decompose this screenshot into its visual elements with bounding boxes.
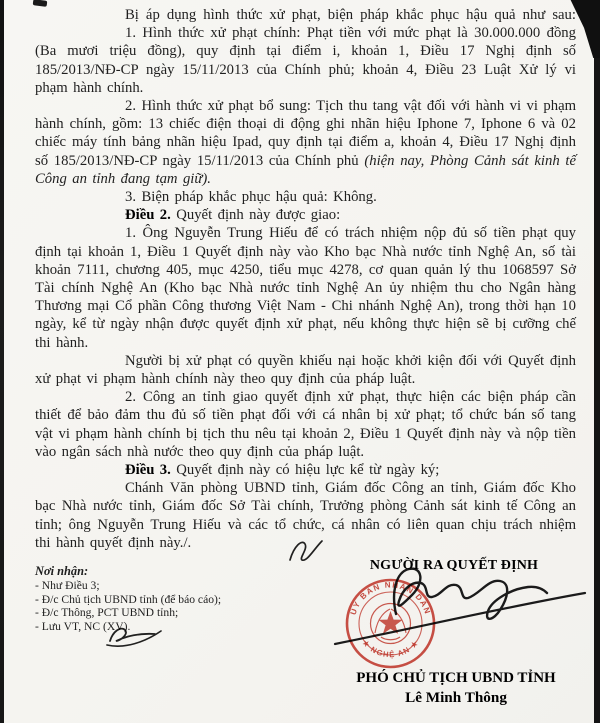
recipient-item: - Như Điều 3; bbox=[35, 579, 100, 593]
paragraph-text-italic: (hiện nay, Phòng Cảnh sát kinh tế Công an tỉnh đang tạm giữ). bbox=[35, 152, 576, 187]
article-2-label: Điều 2. bbox=[125, 207, 171, 224]
paragraph-additional-penalty bbox=[35, 97, 576, 188]
paragraph-remedial-measures: 3. Biện pháp khắc phục hậu quả: Không. bbox=[125, 189, 377, 206]
stamp-arc-bottom-text: ★ NGHỆ AN ★ bbox=[360, 638, 421, 660]
paragraph-payment-instructions: 1. Ông Nguyễn Trung Hiếu để có trách nhiệm nộp đủ số tiền phạt quy định tại khoản 1, Điều 1 Quyết định này vào Kho bạc Nhà nước tỉnh Nghệ An, số tài khoản 7111, chương 405, mục 4250, tiểu mục 4278, cơ quan quản lý thu 1068597 Sở Tài chính Nghệ An (Kho bạc Nhà nước tỉnh Nghệ An ủy nhiệm thu cho Ngân hàng Thương mại Cổ phần Công thương Việt Nam - Chi nhánh Nghệ An), trong thời hạn 10 ngày, kể từ ngày nhận được quyết định xử phạt, nếu không thực hiện sẽ bị cưỡng chế thi hành. bbox=[35, 225, 576, 351]
paragraph-intro: Bị áp dụng hình thức xử phạt, biện pháp khắc phục hậu quả như sau: bbox=[125, 7, 576, 23]
heading-article-3 bbox=[35, 461, 576, 479]
paragraph-responsible-parties: Chánh Văn phòng UBND tỉnh, Giám đốc Công an tỉnh, Giám đốc Kho bạc Nhà nước tỉnh, Giám đốc Sở Tài chính, Trưởng phòng Cảnh sát kinh tế Công an tỉnh; ông Nguyễn Trung Hiếu và các tổ chức, cá nhân có liên quan chịu trách nhiệm thi hành quyết định này./. bbox=[35, 480, 576, 551]
recipient-item: - Đ/c Chủ tịch UBND tỉnh (để báo cáo); bbox=[35, 592, 222, 606]
article-3-text: Quyết định này có hiệu lực kể từ ngày ký; bbox=[170, 462, 440, 479]
scan-border-left bbox=[0, 0, 4, 723]
paragraph-text: 2. Hình thức xử phạt bổ sung: Tịch thu tang vật đối với hành vi vi phạm hành chính, gồm: 13 chiếc điện thoại di động ghi nhãn hiệu Iphone 7, Iphone 6 và 02 chiếc máy tính bảng nhãn hiệu Ipad, quy định tại điểm a, khoản 4, Điều 17 Nghị định số 185/2013/NĐ-CP ngày 15/11/2013 của Chính phủ bbox=[35, 98, 577, 169]
heading-article-2 bbox=[35, 206, 576, 224]
signer-title: PHÓ CHỦ TỊCH UBND TỈNH bbox=[356, 670, 556, 686]
recipient-item: - Đ/c Thông, PCT UBND tỉnh; bbox=[35, 606, 179, 620]
recipient-item: - Lưu VT, NC (XV). bbox=[35, 619, 131, 633]
paragraph-appeal-rights: Người bị xử phạt có quyền khiếu nại hoặc khởi kiện đối với Quyết định xử phạt vi phạm hành chính này theo quy định của pháp luật. bbox=[35, 352, 576, 388]
stamp-arc-top-text: ỦY BAN NHÂN DÂN bbox=[348, 580, 433, 616]
signer-name: Lê Minh Thông bbox=[405, 689, 507, 706]
decision-maker-heading: NGƯỜI RA QUYẾT ĐỊNH bbox=[369, 558, 539, 573]
signature-scrawl bbox=[295, 560, 595, 655]
paragraph-main-penalty: 1. Hình thức xử phạt chính: Phạt tiền với mức phạt là 30.000.000 đồng (Ba mươi triệu đồng), quy định tại điểm i, khoản 1, Điều 17 Nghị định số 185/2013/NĐ-CP ngày 15/11/2013 của Chính phủ; khoản 4, Điều 23 Luật Xử lý vi phạm hành chính. bbox=[35, 25, 576, 96]
recipients-label: Nơi nhận: bbox=[35, 564, 89, 578]
document-body bbox=[35, 6, 576, 552]
paragraph-police-enforcement: 2. Công an tỉnh giao quyết định xử phạt, thực hiện các biện pháp cần thiết để bảo đảm thu đủ số tiền phạt đối với cá nhân bị xử phạt; tổ chức bán số tang vật vi phạm hành chính bị tịch thu nêu tại khoản 2, Điều 1 Quyết định này và nộp tiền vào ngân sách nhà nước theo quy định của pháp luật. bbox=[35, 389, 576, 460]
article-3-label: Điều 3. bbox=[125, 462, 171, 479]
recipient-paraph-signature bbox=[103, 622, 169, 652]
article-2-text: Quyết định này được giao: bbox=[170, 207, 341, 224]
